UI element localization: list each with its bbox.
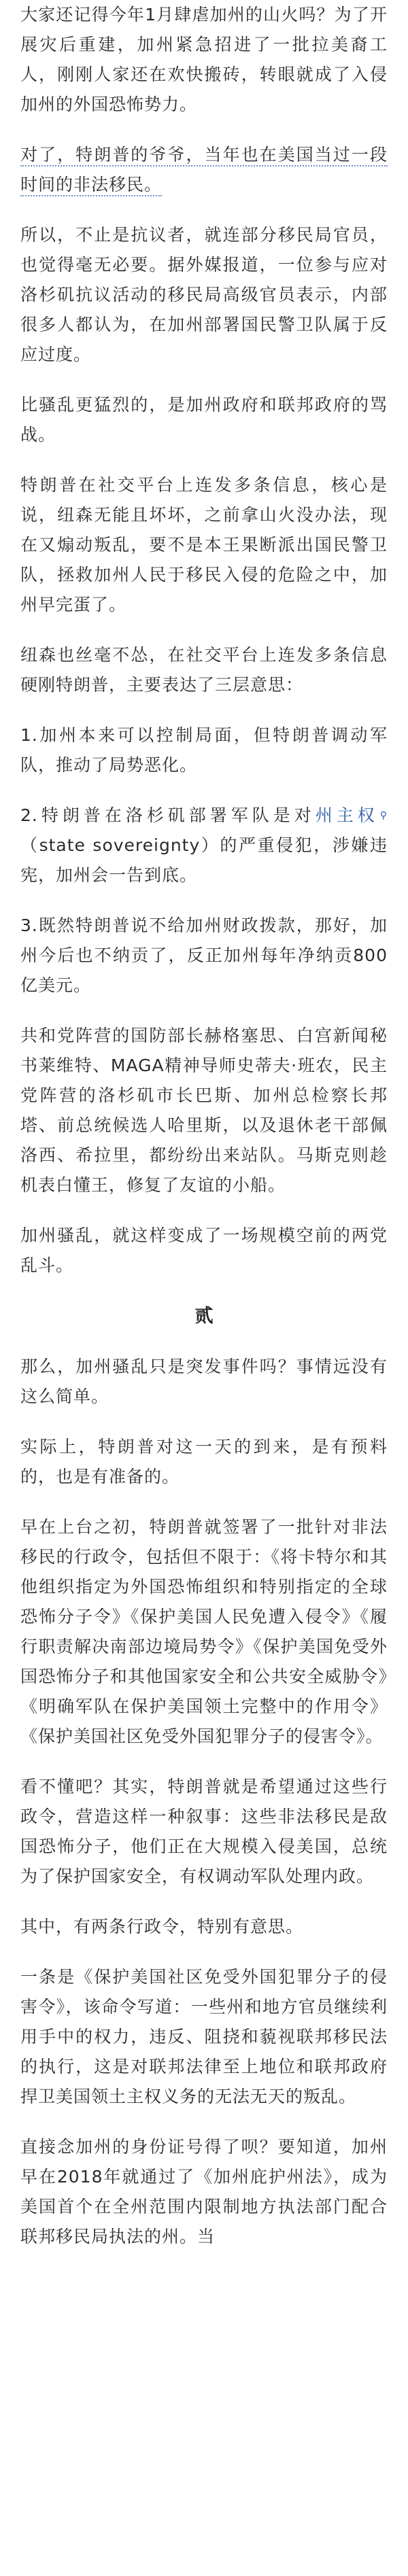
- paragraph: 一条是《保护美国社区免受外国犯罪分子的侵害令》，该命令写道：一些州和地方官员继续利用手中的权力，违反、阻挠和藐视联邦移民法的执行，这是对联邦法律至上地位和联邦政府捍卫美国领土主权义务的无法无天的叛乱。: [20, 1967, 388, 2106]
- paragraph: 共和党阵营的国防部长赫格塞思、白宫新闻秘书莱维特、MAGA精神导师史蒂夫·班农，民主党阵营的洛杉矶市长巴斯、加州总检察长邦塔、前总统候选人哈里斯，以及退休老干部佩洛西、希拉里，都纷纷出来站队。马斯克则趁机表白懂王，修复了友谊的小船。: [20, 1026, 388, 1195]
- paragraph: [20, 801, 388, 890]
- state-sovereignty-link[interactable]: 州主权: [315, 805, 379, 825]
- paragraph: 早在上台之初，特朗普就签署了一批针对非法移民的行政令，包括但不限于：《将卡特尔和其他组织指定为外国恐怖组织和特别指定的全球恐怖分子令》《保护美国人民免遭入侵令》《履行职责解决南部边境局势令》《保护美国免受外国恐怖分子和其他国家安全和公共安全威胁令》《明确军队在保护美国领土完整中的作用令》《保护美国社区免受外国犯罪分子的侵害令》。: [20, 1517, 388, 1746]
- paragraph: 比骚乱更猛烈的，是加州政府和联邦政府的骂战。: [20, 395, 388, 445]
- paragraph: 其中，有两条行政令，特别有意思。: [20, 1917, 304, 1936]
- paragraph: 那么，加州骚乱只是突发事件吗？事情远没有这么简单。: [20, 1357, 388, 1406]
- paragraph: 所以，不止是抗议者，就连部分移民局官员，也觉得毫无必要。据外媒报道，一位参与应对洛杉矶抗议活动的移民局高级官员表示，内部很多人都认为，在加州部署国民警卫队属于反应过度。: [20, 225, 388, 364]
- section-heading: 贰: [194, 1306, 214, 1327]
- paragraph: 1.加州本来可以控制局面，但特朗普调动军队，推动了局势恶化。: [20, 725, 388, 775]
- paragraph: 纽森也丝毫不怂，在社交平台上连发多条信息硬刚特朗普，主要表达了三层意思：: [20, 645, 388, 695]
- paragraph: 特朗普在社交平台上连发多条信息，核心是说，纽森无能且坏坏，之前拿山火没办法，现在又煽动叛乱，要不是本王果断派出国民警卫队，拯救加州人民于移民入侵的危险之中，加州早完蛋了。: [20, 475, 388, 614]
- search-link-icon[interactable]: ⚲: [379, 810, 388, 821]
- paragraph: 看不懂吧？其实，特朗普就是希望通过这些行政令，营造这样一种叙事：这些非法移民是敌国恐怖分子，他们正在大规模入侵美国，总统为了保护国家安全，有权调动军队处理内政。: [20, 1777, 388, 1886]
- paragraph-text: 2.特朗普在洛杉矶部署军队是对: [20, 805, 316, 825]
- paragraph: [20, 140, 388, 200]
- highlighted-text: 对了，特朗普的爷爷，当年也在美国当过一段时间的非法移民。: [20, 145, 388, 196]
- paragraph: 大家还记得今年1月肆虐加州的山火吗？为了开展灾后重建，加州紧急招进了一批拉美裔工人，刚刚人家还在欢快搬砖，转眼就成了入侵加州的外国恐怖势力。: [20, 5, 388, 114]
- paragraph: 3.既然特朗普说不给加州财政拨款，那好，加州今后也不纳贡了，反正加州每年净纳贡800亿美元。: [20, 916, 388, 995]
- paragraph: 直接念加州的身份证号得了呗？要知道，加州早在2018年就通过了《加州庇护州法》，成为美国首个在全州范围内限制地方执法部门配合联邦移民局执法的州。当: [20, 2137, 388, 2246]
- paragraph: 加州骚乱，就这样变成了一场规模空前的两党乱斗。: [20, 1225, 388, 1275]
- paragraph-text: （state sovereignty）的严重侵犯，涉嫌违宪，加州会一告到底。: [20, 835, 388, 885]
- paragraph: 实际上，特朗普对这一天的到来，是有预料的，也是有准备的。: [20, 1437, 388, 1486]
